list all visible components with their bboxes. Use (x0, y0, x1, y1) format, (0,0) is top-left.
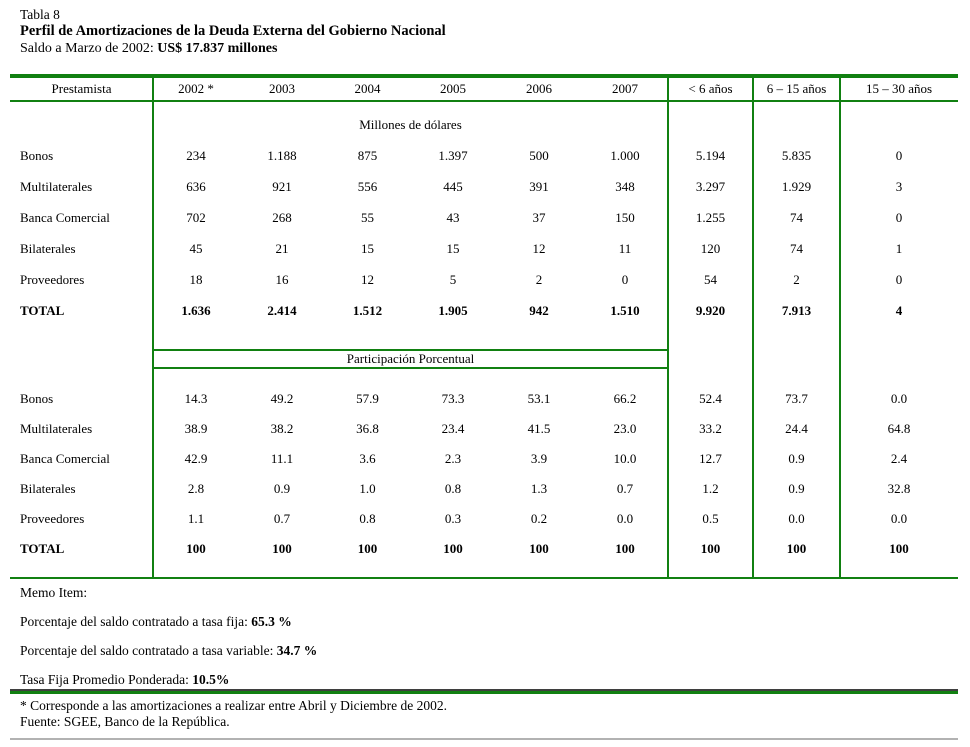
table-row (10, 504, 958, 534)
row-label: TOTAL (20, 541, 65, 556)
table-cell: 18 (189, 271, 203, 287)
table-cell: 0.0 (890, 511, 908, 526)
table-cell: 1.510 (610, 302, 640, 318)
table-cell: 1.0 (359, 481, 376, 496)
table-cell: 1 (895, 240, 903, 256)
header-2004: 2004 (354, 81, 381, 96)
table-cell: 57.9 (356, 391, 379, 406)
table-cell: 1.188 (267, 147, 297, 163)
header-2006: 2006 (526, 81, 552, 96)
table-row (10, 171, 958, 202)
table-cell: 5.194 (695, 147, 726, 163)
table-cell: 5.835 (781, 147, 812, 163)
header-15-30-anos: 15 – 30 años (865, 81, 933, 96)
section-porcentual-rows (10, 384, 958, 564)
table-cell: 0 (895, 271, 903, 287)
table-header-row (10, 78, 958, 100)
table-cell: 1.512 (352, 302, 383, 318)
table-cell: 1.000 (610, 147, 640, 163)
table-cell: 73.3 (441, 391, 465, 406)
table-cell: 100 (443, 541, 463, 556)
table-cell: 391 (529, 178, 549, 194)
title-block (20, 6, 446, 57)
table-cell: 100 (889, 541, 909, 556)
table-cell: 0 (621, 271, 629, 287)
table-cell: 0.9 (788, 481, 805, 496)
table-cell: 921 (272, 178, 292, 194)
table-cell: 100 (786, 541, 807, 556)
table-cell: 3.6 (359, 451, 376, 466)
table-cell: 12 (532, 240, 546, 256)
table-cell: 1.397 (438, 147, 468, 163)
header-menor-6-anos: < 6 años (688, 81, 733, 96)
header-2002: 2002 * (178, 81, 214, 96)
table-cell: 36.8 (356, 421, 379, 436)
section-caption-millones: Millones de dólares (359, 117, 462, 132)
table-cell: 875 (357, 147, 378, 163)
table-cell: 4 (895, 302, 903, 318)
table-cell: 14.3 (184, 391, 208, 406)
balance-prefix: Saldo a Marzo de 2002: (20, 41, 158, 56)
memo-label: Porcentaje del saldo contratado a tasa variable: (20, 643, 277, 658)
row-label: Bilaterales (20, 240, 76, 256)
table-cell: 500 (529, 147, 549, 163)
table-cell: 33.2 (699, 421, 722, 436)
table-cell: 120 (700, 240, 721, 256)
table-cell: 11.1 (270, 451, 294, 466)
row-label: Bilaterales (20, 481, 76, 496)
table-cell: 42.9 (184, 451, 208, 466)
memo-item-average-fixed-rate (20, 672, 317, 687)
row-label: Proveedores (20, 271, 85, 287)
header-2003: 2003 (269, 81, 295, 96)
row-label: Proveedores (20, 511, 85, 526)
table-cell: 556 (357, 178, 378, 194)
table-row (10, 384, 958, 414)
table-cell: 15 (361, 240, 374, 256)
table-cell: 38.9 (184, 421, 208, 436)
table-cell: 0.3 (444, 511, 462, 526)
section-millones-rows (10, 140, 958, 326)
table-number-label: Tabla 8 (20, 7, 60, 22)
table-row (10, 414, 958, 444)
header-2007: 2007 (612, 81, 638, 96)
table-cell: 73.7 (785, 391, 808, 406)
table-cell: 0 (895, 147, 903, 163)
row-label: Multilaterales (20, 178, 93, 194)
page-title: Perfil de Amortizaciones de la Deuda Externa del Gobierno Nacional (20, 23, 446, 39)
table-cell: 942 (529, 302, 549, 318)
page-bottom-rule (10, 738, 958, 740)
table-cell: 5 (449, 271, 457, 287)
table-cell: 0.0 (616, 511, 634, 526)
table-cell: 0.9 (273, 481, 291, 496)
table-row (10, 295, 958, 326)
table-cell: 0.8 (444, 481, 462, 496)
table-cell: 100 (272, 541, 292, 556)
table-cell: 55 (361, 209, 374, 225)
section-caption-porcentual: Participación Porcentual (153, 349, 668, 369)
table-cell: 268 (272, 209, 292, 225)
table-cell: 10.0 (613, 451, 637, 466)
table-cell: 3.9 (530, 451, 548, 466)
table-cell: 100 (529, 541, 549, 556)
table-cell: 15 (446, 240, 460, 256)
table-cell: 16 (275, 271, 289, 287)
header-prestamista: Prestamista (51, 81, 112, 96)
table-cell: 23.0 (613, 421, 637, 436)
table-cell: 100 (357, 541, 378, 556)
table-row (10, 233, 958, 264)
table-cell: 43 (446, 209, 460, 225)
table-cell: 1.1 (187, 511, 205, 526)
header-6-15-anos: 6 – 15 años (766, 81, 827, 96)
table-cell: 1.636 (181, 302, 211, 318)
table-cell: 66.2 (613, 391, 637, 406)
table-cell: 45 (189, 240, 203, 256)
table-cell: 37 (532, 209, 546, 225)
table-cell: 0.7 (616, 481, 634, 496)
memo-item-fixed-rate (20, 614, 317, 629)
footnote-source: Fuente: SGEE, Banco de la República. (20, 714, 230, 729)
table-cell: 234 (186, 147, 206, 163)
table-cell: 3 (895, 178, 903, 194)
table-cell: 0.8 (359, 511, 376, 526)
row-label: TOTAL (20, 302, 65, 318)
table-cell: 100 (615, 541, 635, 556)
table-cell: 54 (704, 271, 717, 287)
table-cell: 2.8 (187, 481, 205, 496)
table-cell: 0 (895, 209, 903, 225)
row-label: Bonos (20, 147, 54, 163)
table-cell: 3.297 (695, 178, 726, 194)
table-cell: 1.255 (695, 209, 726, 225)
table-cell: 2 (793, 271, 800, 287)
table-cell: 0.9 (788, 451, 805, 466)
table-row (10, 202, 958, 233)
table-cell: 0.7 (273, 511, 291, 526)
balance-line (20, 40, 446, 57)
table-cell: 2.414 (267, 302, 297, 318)
balance-value: US$ 17.837 millones (157, 41, 278, 56)
table-cell: 24.4 (785, 421, 808, 436)
table-cell: 2.3 (444, 451, 462, 466)
row-label: Banca Comercial (20, 451, 110, 466)
memo-value: 34.7 % (276, 643, 318, 658)
footnote-block (20, 698, 447, 730)
table-row (10, 140, 958, 171)
table-cell: 12.7 (699, 451, 722, 466)
table-cell: 49.2 (270, 391, 294, 406)
table-cell: 1.905 (438, 302, 468, 318)
memo-heading: Memo Item: (20, 585, 88, 600)
table-cell: 2 (535, 271, 543, 287)
table-cell: 1.2 (702, 481, 719, 496)
table-cell: 445 (443, 178, 463, 194)
memo-label: Porcentaje del saldo contratado a tasa fija: (20, 614, 252, 629)
table-cell: 1.3 (530, 481, 548, 496)
table-cell: 2.4 (890, 451, 908, 466)
table-cell: 23.4 (441, 421, 465, 436)
table-cell: 38.2 (270, 421, 294, 436)
header-2005: 2005 (440, 81, 466, 96)
memo-block (20, 585, 317, 701)
table-cell: 41.5 (527, 421, 551, 436)
row-label: Bonos (20, 391, 54, 406)
table-cell: 636 (186, 178, 206, 194)
table-cell: 32.8 (887, 481, 911, 496)
table-cell: 348 (615, 178, 635, 194)
table-cell: 74 (790, 240, 803, 256)
table-cell: 9.920 (695, 302, 726, 318)
table-row (10, 534, 958, 564)
table-cell: 0.5 (702, 511, 719, 526)
table-cell: 0.2 (530, 511, 548, 526)
table-cell: 100 (700, 541, 721, 556)
memo-label: Tasa Fija Promedio Ponderada: (20, 672, 193, 687)
memo-item-variable-rate (20, 643, 317, 658)
row-label: Multilaterales (20, 421, 93, 436)
footnote-asterisk: * Corresponde a las amortizaciones a realizar entre Abril y Diciembre de 2002. (20, 698, 447, 713)
table-row (10, 444, 958, 474)
table-cell: 74 (790, 209, 803, 225)
table-cell: 53.1 (527, 391, 551, 406)
table-cell: 0.0 (788, 511, 805, 526)
table-cell: 12 (361, 271, 374, 287)
table-cell: 0.0 (890, 391, 908, 406)
table-row (10, 264, 958, 295)
table-cell: 100 (186, 541, 206, 556)
memo-value: 10.5% (192, 672, 230, 687)
memo-value: 65.3 % (251, 614, 292, 629)
table-cell: 11 (618, 240, 632, 256)
row-label: Banca Comercial (20, 209, 110, 225)
table-row (10, 474, 958, 504)
table-cell: 1.929 (781, 178, 812, 194)
table-cell: 7.913 (781, 302, 812, 318)
table-cell: 702 (186, 209, 206, 225)
table-cell: 150 (615, 209, 635, 225)
table-cell: 64.8 (887, 421, 911, 436)
table-cell: 52.4 (699, 391, 722, 406)
table-cell: 21 (275, 240, 289, 256)
